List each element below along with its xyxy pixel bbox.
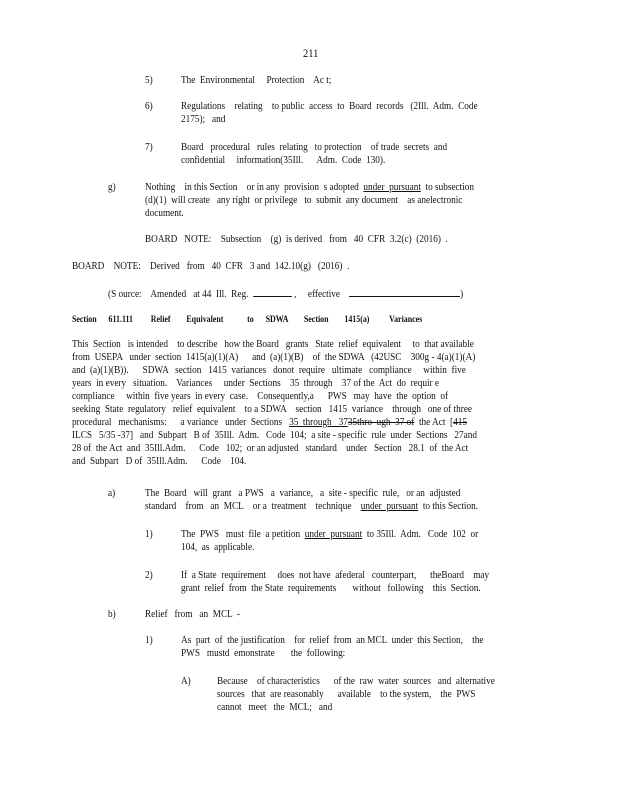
b-item-1-line1: As part of the justification for relief from an MCL under this Section, the — [181, 635, 484, 646]
para-line-1: This Section is intended to describe how the Board grants State relief equivalent to that available — [72, 339, 474, 350]
para-line-3: and (a)(1)(B)). SDWA section 1415 variances donot require ultimate compliance within five — [72, 365, 466, 376]
source-blank-2 — [349, 286, 460, 297]
b-item-1-marker: 1) — [145, 635, 153, 646]
b-item-A-line2: sources that are reasonably available to the system, the PWS — [217, 689, 476, 700]
subsection-g-line3: document. — [145, 208, 184, 219]
a-line2-text-b: to this Section. — [418, 501, 479, 512]
a-line2-text-a: standard from an MCL or a treatment technique — [145, 501, 361, 512]
a-item-2-marker: 2) — [145, 570, 153, 581]
a-item-1-line1 — [181, 528, 478, 541]
subsection-b-marker: b) — [108, 609, 116, 620]
para-line-6: seeking State regulatory relief equivalent to a SDWA section 1415 variance through one of three — [72, 404, 473, 415]
page-number: 211 — [303, 46, 319, 60]
para-line-7-underline: 35 through 37 — [289, 417, 348, 428]
subsection-a-line2 — [145, 500, 478, 513]
a1-text-b: to 35Ill. Adm. Code 102 or — [362, 529, 479, 540]
subsection-g-marker: g) — [108, 182, 116, 193]
source-note — [108, 286, 463, 301]
para-line-5: compliance within five years in every case. Consequently,a PWS may have the option of — [72, 391, 449, 402]
item-6-line2: 2175); and — [181, 114, 226, 125]
a-item-1-line2: 104, as applicable. — [181, 542, 255, 553]
source-blank-1 — [253, 286, 292, 297]
b-item-A-line1: Because of characteristics of the raw water sources and alternative — [217, 676, 495, 687]
b-item-A-marker: A) — [181, 676, 191, 687]
item-5-text: The Environmental Protection Ac t; — [181, 75, 332, 86]
source-text-c: ) — [460, 289, 464, 300]
a-item-2-line1: If a State requirement does not have afederal counterpart, theBoard may — [181, 570, 490, 581]
board-note: BOARD NOTE: Derived from 40 CFR 3 and 142.10(g) (2016) . — [72, 261, 350, 272]
para-line-4: years in every situation. Variances under Sections 35 through 37 of the Act do requir e — [72, 378, 440, 389]
subsection-a-marker: a) — [108, 488, 116, 499]
item-5-marker: 5) — [145, 75, 153, 86]
item-7-line2: confidential information(35Ill. Adm. Code 130). — [181, 155, 386, 166]
para-line-9: 28 of the Act and 35Ill.Adm. Code 102; or an adjusted standard under Section 28.1 of the Act — [72, 443, 469, 454]
item-6-line1: Regulations relating to public access to Board records (2Ill. Adm. Code — [181, 101, 478, 112]
subsection-g-line2: (d)(1) will create any right or privilege to submit any document as anelectronic — [145, 195, 463, 206]
a-item-2-line2: grant relief from the State requirements without following this Section. — [181, 583, 481, 594]
subsection-g-board-note: BOARD NOTE: Subsection (g) is derived from 40 CFR 3.2(c) (2016) . — [145, 234, 448, 245]
subsection-b-text: Relief from an MCL - — [145, 609, 241, 620]
g-line1-underline: under pursuant — [363, 182, 421, 193]
item-6-marker: 6) — [145, 101, 153, 112]
b-item-A-line3: cannot meet the MCL; and — [217, 702, 333, 713]
para-line-10: and Subpart D of 35Ill.Adm. Code 104. — [72, 456, 247, 467]
g-line1-text-a: Nothing in this Section or in any provision s adopted — [145, 182, 364, 193]
a-item-1-marker: 1) — [145, 529, 153, 540]
subsection-g-line1 — [145, 181, 474, 194]
a1-underline: under pursuant — [304, 529, 363, 540]
a-line2-underline: under pursuant — [360, 501, 419, 512]
para-line-7-text-b: the Act [ — [414, 417, 454, 428]
g-line1-text-b: to subsection — [420, 182, 475, 193]
para-line-7-text: procedural mechanisms: a variance under Sections — [72, 417, 290, 428]
para-line-7-strike-2: 415 — [453, 417, 467, 428]
item-7-line1: Board procedural rules relating to protection of trade secrets and — [181, 142, 448, 153]
para-line-7-strike: 35thro ugh 37 of — [347, 417, 415, 428]
subsection-a-line1: The Board will grant a PWS a variance, a site - specific rule, or an adjusted — [145, 488, 461, 499]
para-line-7 — [72, 416, 467, 429]
source-text-a: (S ource: Amended at 44 Ill. Reg. — [108, 289, 253, 300]
para-line-8: ILCS 5/35 -37] and Subpart B of 35Ill. Adm. Code 104; a site - specific rule under Sections 27and — [72, 430, 477, 441]
section-heading: Section 611.111 Relief Equivalent to SDWA Section 1415(a) Variances — [72, 314, 423, 324]
a1-text-a: The PWS must file a petition — [181, 529, 305, 540]
para-line-2: from USEPA under section 1415(a)(1)(A) and (a)(1)(B) of the SDWA (42USC 300g - 4(a)(1)(A) — [72, 352, 476, 363]
item-7-marker: 7) — [145, 142, 153, 153]
b-item-1-line2: PWS mustd emonstrate the following: — [181, 648, 346, 659]
source-text-b: , effective — [291, 289, 350, 300]
